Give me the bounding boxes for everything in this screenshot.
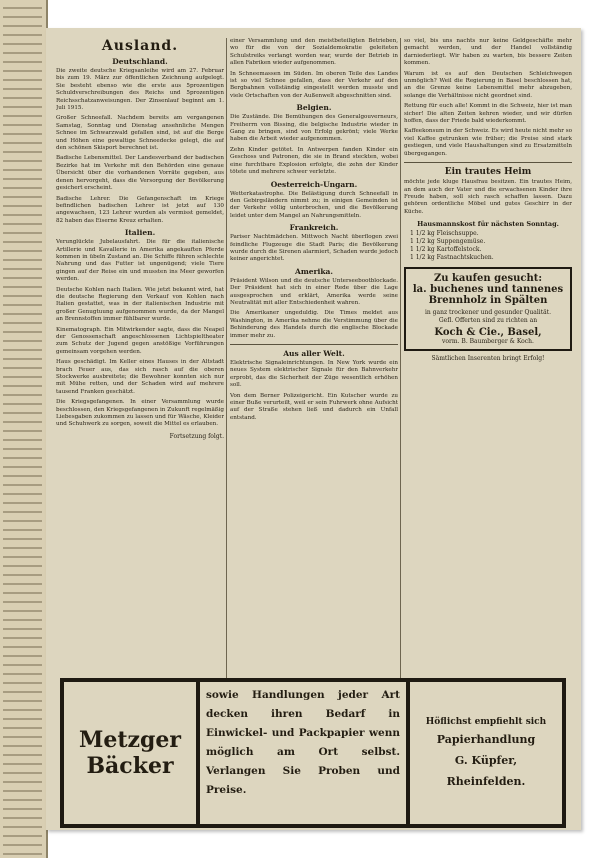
section-title: Ausland.: [101, 38, 179, 54]
menu-title: Hausmannskost für nächsten Sonntag.: [417, 220, 559, 229]
article-paragraph: einer Versammlung und den meistbeteiligten Betrieben, wo für die von der Sozialdemokratie geleiteten Schulstreiks verlangt worden war, wurde der Betrieb in allen Fabriken wieder aufgenommen.: [230, 38, 398, 67]
article-paragraph: Die Amerikaner ungeduldig. Die Times meldet aus Washington, in Amerika nehme die Verstimmung über die Behinderung des Handels durch die englische Blockade immer mehr zu.: [230, 310, 398, 339]
subsection-title: Frankreich.: [289, 223, 339, 233]
article-paragraph: Kaffeekonsum in der Schweiz. Es wird heute nicht mehr so viel Kaffee getrunken wie früher; die Preise sind stark gestiegen, und viele Haushaltungen sind zu Ersatzmitteln übergegangen.: [404, 128, 572, 157]
article-paragraph: so viel, bis uns nachts nur keine Geldgeschäfte mehr gemacht werden, und der Handel vollständig darniederliegt. Wir haben zu warten, bis bessere Zeiten kommen.: [404, 38, 572, 67]
article-paragraph: Rettung für euch alle! Kommt in die Schweiz, hier ist man sicher! Die alten Zeiten kehren wieder, und wir dürfen hoffen, dass der Friede bald wiederkommt.: [404, 103, 572, 125]
column-misc: [404, 38, 572, 690]
firewood-advertisement: [404, 267, 572, 351]
column-news: [230, 38, 398, 690]
divider: [404, 162, 572, 163]
article-paragraph: Wetterkatastrophe. Die Belästigung durch Schneefall in den Gebirgsländern nimmt zu; in einigen Gemeinden ist der Verkehr völlig unterbrochen, und die Bevölkerung leidet unter dem Mangel an Nahrungsmitteln.: [230, 190, 398, 219]
article-paragraph: Die Zustände. Die Bemühungen des Generalgouverneurs, Freiherrn von Bissing, die belgische Industrie wieder in Gang zu bringen, sind von Erfolg gekrönt; viele Werke haben die Arbeit wieder aufgenommen.: [230, 114, 398, 143]
ad-subtitle: la. buchenes und tannenes Brennholz in Spälten: [412, 284, 564, 307]
article-paragraph: Präsident Wilson und die deutsche Unterseebootblockade. Der Präsident hat sich in einer Rede über die Lage ausgesprochen und erklärt, Amerika werde seine Neutralität mit aller Entschiedenheit wahren.: [230, 277, 398, 306]
article-paragraph: möchte jede kluge Hausfrau besitzen. Ein trautes Heim, an dem auch der Vater und die erwachsenen Kinder ihre Freude haben, soll sich rasch schaffen lassen. Dazu gehören ordentliche Möbel und gutes Geschirr in der Küche.: [404, 179, 572, 215]
article-paragraph: Badische Lebensmittel. Der Landesverband der badischen Bezirke hat im Verkehr mit den Behörden eine genaue Übersicht über die vorhandenen Vorräte gegeben, aus denen hervorgeht, dass die Versorgung der Bevölkerung gesichert erscheint.: [56, 155, 224, 192]
banner-word-baecker: Bäcker: [86, 753, 174, 779]
ad-company-note: vorm. B. Baumberger & Koch.: [442, 338, 534, 346]
banner-left-panel: [64, 682, 196, 824]
divider: [230, 344, 398, 345]
article-paragraph: Die Kriegsgefangenen. In einer Versammlung wurde beschlossen, den Kriegsgefangenen in Zukunft regelmäßig Liebesgaben zukommen zu lassen und für Wäsche, Kleider und Schuhwerk zu sorgen, soweit die Mittel es erlauben.: [56, 399, 224, 428]
banner-right-panel: [410, 682, 562, 824]
paper-advertisement-banner: [60, 678, 566, 828]
banner-recommendation: Höflichst empfiehlt sich: [425, 716, 547, 727]
column-rule: [400, 38, 401, 688]
banner-word-metzger: Metzger: [79, 727, 181, 753]
newspaper-page: [46, 28, 581, 830]
subsection-title: Italien.: [124, 228, 156, 238]
ad-line: Gefl. Offerten sind zu richten an: [438, 317, 538, 325]
article-paragraph: Deutsche Kohlen nach Italien. Wie jetzt bekannt wird, hat die deutsche Regierung den Verkauf von Kohlen nach Italien gestattet, was in der italienischen Industrie mit großer Genugtuung aufgenommen wurde, da der Mangel an Brennstoffen immer fühlbarer wurde.: [56, 286, 224, 323]
previous-page-edge: [0, 0, 48, 858]
article-paragraph: Elektrische Signaleinrichtungen. In New York wurde ein neues System elektrischer Signale für den Bahnverkehr erprobt, das die Sicherheit der Züge wesentlich erhöhen soll.: [230, 360, 398, 389]
menu-item: 1 1/2 kg Fastnachtskuchen.: [410, 254, 494, 262]
banner-middle-panel: [200, 682, 406, 824]
subsection-title: Deutschland.: [112, 57, 168, 66]
menu-item: 1 1/2 kg Kartoffelstock.: [410, 246, 482, 254]
menu-item: 1 1/2 kg Suppengemüse.: [410, 238, 486, 246]
continued-note: Fortsetzung folgt.: [169, 432, 224, 440]
article-paragraph: Kinematograph. Ein Mitwirkender sagte, dass die Neapel der Genossenschaft angeschlossenen Lichtspieltheater zum Schutz der Jugend gegen anstößige Vorführungen gemeinsam vorgehen werden.: [56, 326, 224, 355]
article-paragraph: Haus geschädigt. Im Keller eines Hauses in der Altstadt brach Feuer aus, das sich rasch auf die oberen Stockwerke ausbreitete; die Bewohner konnten sich nur mit Mühe retten, und der Schaden wird auf mehrere tausend Franken geschätzt.: [56, 359, 224, 395]
article-heading: Ein trautes Heim: [444, 167, 532, 178]
article-paragraph: Badische Lehrer. Die Gefangenschaft im Kriege befindlichen badischen Lehrer ist jetzt auf 130 angewachsen, 123 Lehrer wurden als vermisst gemeldet, 82 haben das Eiserne Kreuz erhalten.: [56, 195, 224, 224]
subsection-title: Belgien.: [296, 103, 332, 113]
article-paragraph: Von dem Berner Polizeigericht. Ein Kutscher wurde zu einer Buße verurteilt, weil er sein Fuhrwerk ohne Aufsicht auf der Straße stehen ließ und dadurch ein Unfall entstand.: [230, 392, 398, 421]
subsection-title: Amerika.: [295, 266, 333, 276]
ad-line: in ganz trockener und gesunder Qualität.: [424, 309, 552, 317]
article-paragraph: Zehn Kinder getötet. In Antwerpen fanden Kinder ein Geschoss und Patronen, die sie in Brand steckten, wobei eine furchtbare Explosion erfolgte, die zehn der Kinder tötete und mehrere schwer verletzte.: [230, 146, 398, 176]
article-paragraph: Verunglückte Jubelausfahrt. Die für die italienische Artillerie und Kavallerie in Amerika angekauften Pferde kommen in übeln Zustand an. Die Schiffe führen schlechte Nahrung und das Futter ist ungenügend; viele Tiere gingen auf der Reise ein und mussten ins Meer geworfen werden.: [56, 239, 224, 283]
column-rule: [226, 38, 227, 688]
article-paragraph: Die zweite deutsche Kriegsanleihe wird am 27. Februar bis zum 19. März zur öffentlichen Zeichnung aufgelegt. Sie besteht ebenso wie die erste aus 5prozentigen Schuldverschreibungen des Reichs und 5prozentigen Reichsschatzanweisungen. Der Zinsenlauf beginnt am 1. Juli 1915.: [56, 68, 224, 112]
banner-shop-name: G. Küpfer,: [454, 753, 518, 767]
banner-shop-type: Papierhandlung: [436, 732, 536, 746]
article-paragraph: Pariser Nachtmädchen. Mittwoch Nacht überflogen zwei feindliche Flugzeuge die Stadt Paris; die Bevölkerung wurde durch die Sirenen alarmiert, Schaden wurde jedoch keiner angerichtet.: [230, 234, 398, 263]
menu-item: 1 1/2 kg Fleischsuppe.: [410, 230, 479, 238]
article-paragraph: Großer Schneefall. Nachdem bereits am vergangenen Samstag, Sonntag und Dienstag ansehnliche Mengen Schnee im Schwarzwald gefallen sind, ist auf die Berge und Höhen eine gewaltige Schneedecke gelegt, die auf den schönen Skisport berechnet ist.: [56, 115, 224, 152]
ad-slogan: Sämtlichen Inserenten bringt Erfolg!: [431, 355, 545, 363]
banner-shop-town: Rheinfelden.: [446, 774, 526, 788]
subsection-title: Aus aller Welt.: [283, 349, 345, 358]
article-paragraph: In Schneemassen im Süden. Im oberen Teile des Landes ist so viel Schnee gefallen, dass der Verkehr auf den Bergbahnen vollständig eingestellt werden musste und viele Ortschaften von der Außenwelt abgeschnitten sind.: [230, 70, 398, 99]
column-ausland: [56, 38, 224, 690]
article-paragraph: Warum ist es auf den Deutschen Schleichwegen unmöglich? Weil die Regierung in Basel beschlossen hat, an die Grenze keine Lebensmittel mehr abzugeben, solange die Verhältnisse nicht geordnet sind.: [404, 70, 572, 99]
ad-title: Zu kaufen gesucht:: [433, 273, 543, 285]
ad-company: Koch & Cie., Basel,: [434, 327, 542, 339]
subsection-title: Oesterreich-Ungarn.: [270, 179, 358, 189]
banner-middle-text: sowie Handlungen jeder Art decken ihren Bedarf in Einwickel- und Packpapier wenn möglich am Ort selbst. Verlangen Sie Proben und Preise.: [206, 689, 400, 796]
